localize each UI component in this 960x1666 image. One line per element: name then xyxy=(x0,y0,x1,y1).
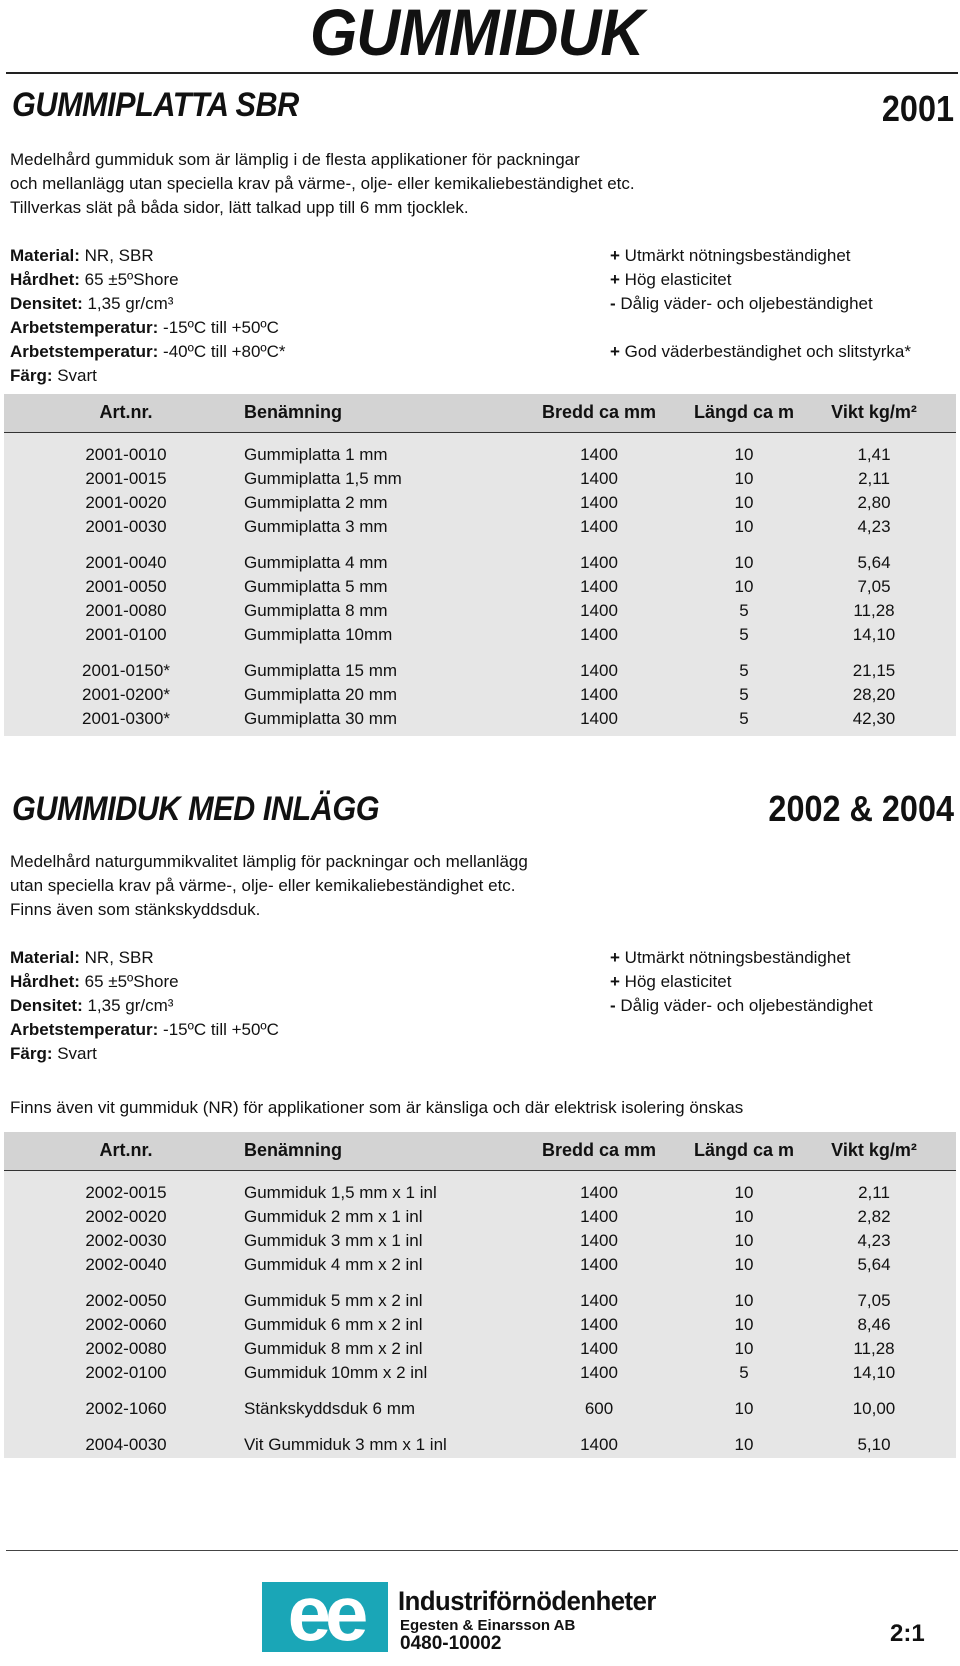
col-width-cell: 1400 xyxy=(580,445,618,464)
col-article-number-header: Art.nr. xyxy=(99,402,153,422)
col-article-number-cell: 2001-0200* xyxy=(82,685,170,704)
table-row xyxy=(4,1181,956,1205)
spec-label: Densitet: xyxy=(10,294,83,313)
col-length-cell: 10 xyxy=(734,1315,754,1334)
col-name-cell: Gummiduk 10mm x 2 inl xyxy=(244,1363,428,1382)
col-weight-cell: 7,05 xyxy=(857,1291,891,1310)
col-length-cell: 10 xyxy=(734,1207,754,1226)
property-item xyxy=(610,970,873,994)
page-number: 2:1 xyxy=(890,1620,925,1647)
col-length-cell: 5 xyxy=(739,709,749,728)
col-article-number-cell: 2002-0040 xyxy=(85,1255,167,1274)
table-row xyxy=(4,1205,956,1229)
spec-value: Svart xyxy=(52,1044,97,1063)
section-1-description xyxy=(10,148,635,220)
col-article-number-cell: 2001-0150* xyxy=(82,661,170,680)
table-header xyxy=(4,394,956,433)
col-weight-cell: 2,80 xyxy=(857,493,891,512)
col-article-number-cell: 2001-0020 xyxy=(85,493,167,512)
property-text: God väderbeständighet och slitstyrka* xyxy=(619,342,911,361)
col-name-cell: Gummiplatta 10mm xyxy=(244,625,393,644)
company-name: Industriförnödenheter xyxy=(398,1586,656,1616)
col-name-cell: Gummiduk 4 mm x 2 inl xyxy=(244,1255,423,1274)
col-width-cell: 1400 xyxy=(580,1231,618,1250)
col-width-cell: 1400 xyxy=(580,1255,618,1274)
white-rubber-note: Finns även vit gummiduk (NR) för applikationer som är känsliga och där elektrisk isolering önskas xyxy=(10,1098,744,1117)
col-length-cell: 10 xyxy=(734,577,754,596)
col-name-cell: Gummiplatta 20 mm xyxy=(244,685,398,704)
property-text: Hög elasticitet xyxy=(619,972,732,991)
table-spacer xyxy=(4,433,956,443)
spec-label: Densitet: xyxy=(10,996,83,1015)
col-article-number-cell: 2001-0040 xyxy=(85,553,167,572)
spec-label: Hårdhet: xyxy=(10,972,80,991)
col-length-cell: 10 xyxy=(734,1339,754,1358)
col-name-cell: Gummiplatta 1 mm xyxy=(244,445,388,464)
spec-label: Färg: xyxy=(10,1044,53,1063)
spec-hardness xyxy=(10,970,279,994)
col-weight-cell: 14,10 xyxy=(852,1363,896,1382)
description-line: Medelhård naturgummikvalitet lämplig för packningar och mellanlägg xyxy=(10,852,528,871)
col-name-cell: Gummiduk 2 mm x 1 inl xyxy=(244,1207,423,1226)
col-width-cell: 1400 xyxy=(580,1207,618,1226)
table-row xyxy=(4,491,956,515)
company-logo xyxy=(262,1582,388,1652)
property-sign: - xyxy=(610,294,616,313)
description-line: Finns även som stänkskyddsduk. xyxy=(10,900,261,919)
section-2-properties xyxy=(610,946,873,1018)
col-width-cell: 600 xyxy=(584,1399,614,1418)
col-width-cell: 1400 xyxy=(580,1291,618,1310)
col-width-cell: 1400 xyxy=(580,601,618,620)
col-article-number-cell: 2002-0060 xyxy=(85,1315,167,1334)
table-row xyxy=(4,575,956,599)
col-name-cell: Gummiduk 1,5 mm x 1 inl xyxy=(244,1183,437,1202)
section-2-table xyxy=(4,1132,956,1458)
spec-value: 65 ±5ºShore xyxy=(79,972,179,991)
col-length-cell: 10 xyxy=(734,517,754,536)
col-width-cell: 1400 xyxy=(580,709,618,728)
col-weight-cell: 2,11 xyxy=(858,1183,890,1202)
spec-density xyxy=(10,994,279,1018)
spec-value: NR, SBR xyxy=(79,948,154,967)
property-item xyxy=(610,946,873,970)
col-length-cell: 10 xyxy=(734,1291,754,1310)
col-article-number-cell: 2001-0080 xyxy=(85,601,167,620)
col-length-cell: 10 xyxy=(734,1435,754,1454)
spec-material xyxy=(10,946,279,970)
col-name-header: Benämning xyxy=(244,402,343,422)
section-1-properties xyxy=(610,244,911,364)
header-divider xyxy=(6,72,958,74)
property-item xyxy=(610,292,911,316)
spec-hardness xyxy=(10,268,286,292)
table-row xyxy=(4,623,956,647)
col-name-cell: Gummiduk 8 mm x 2 inl xyxy=(244,1339,423,1358)
col-width-header: Bredd ca mm xyxy=(541,402,657,422)
col-width-cell: 1400 xyxy=(580,1339,618,1358)
col-name-header: Benämning xyxy=(244,1140,343,1160)
col-length-cell: 10 xyxy=(734,553,754,572)
col-weight-cell: 10,00 xyxy=(852,1399,896,1418)
property-text: Dålig väder- och oljebeständighet xyxy=(615,996,873,1015)
section-1-specs xyxy=(10,244,286,388)
table-row xyxy=(4,1397,956,1421)
section-1-code: 2001 xyxy=(881,88,954,129)
col-width-cell: 1400 xyxy=(580,517,618,536)
spec-label: Färg: xyxy=(10,366,53,385)
spec-label: Arbetstemperatur: xyxy=(10,318,159,337)
section-1-title: GUMMIPLATTA SBR xyxy=(12,86,299,124)
spec-label: Arbetstemperatur: xyxy=(10,342,159,361)
col-article-number-cell: 2002-0050 xyxy=(85,1291,167,1310)
section-1-table xyxy=(4,394,956,736)
col-weight-cell: 21,15 xyxy=(852,661,896,680)
col-article-number-cell: 2002-0020 xyxy=(85,1207,167,1226)
col-length-cell: 10 xyxy=(734,1255,754,1274)
col-length-cell: 5 xyxy=(739,685,749,704)
footer-divider xyxy=(6,1550,958,1551)
col-name-cell: Gummiplatta 30 mm xyxy=(244,709,398,728)
col-article-number-header: Art.nr. xyxy=(99,1140,153,1160)
table-group-gap xyxy=(4,1385,956,1397)
table-row xyxy=(4,659,956,683)
col-length-cell: 10 xyxy=(734,1183,754,1202)
spec-label: Material: xyxy=(10,246,80,265)
spec-value: Svart xyxy=(52,366,97,385)
spec-temperature-alt xyxy=(10,340,286,364)
property-item xyxy=(610,244,911,268)
table-group-gap xyxy=(4,539,956,551)
col-weight-header: Vikt kg/m² xyxy=(831,1140,917,1160)
col-name-cell: Gummiplatta 1,5 mm xyxy=(244,469,402,488)
col-width-cell: 1400 xyxy=(580,1363,618,1382)
property-sign: + xyxy=(610,270,620,289)
col-article-number-cell: 2002-1060 xyxy=(85,1399,167,1418)
section-2-description xyxy=(10,850,528,922)
table-row xyxy=(4,707,956,731)
col-article-number-cell: 2001-0015 xyxy=(85,469,167,488)
col-width-cell: 1400 xyxy=(580,469,618,488)
property-sign: + xyxy=(610,972,620,991)
col-width-cell: 1400 xyxy=(580,553,618,572)
col-length-cell: 10 xyxy=(734,493,754,512)
col-length-cell: 10 xyxy=(734,1231,754,1250)
col-width-cell: 1400 xyxy=(580,625,618,644)
col-name-cell: Gummiplatta 15 mm xyxy=(244,661,398,680)
col-length-header: Längd ca m xyxy=(693,402,795,422)
property-text: Dålig väder- och oljebeständighet xyxy=(615,294,873,313)
col-length-cell: 10 xyxy=(734,469,754,488)
col-length-cell: 5 xyxy=(739,661,749,680)
property-text: Hög elasticitet xyxy=(619,270,732,289)
page-title: GUMMIDUK xyxy=(310,0,644,69)
col-width-cell: 1400 xyxy=(580,493,618,512)
spec-density xyxy=(10,292,286,316)
description-line: och mellanlägg utan speciella krav på värme-, olje- eller kemikaliebeständighet etc. xyxy=(10,174,635,193)
table-spacer xyxy=(4,1171,956,1181)
property-sign: + xyxy=(610,246,620,265)
description-line: utan speciella krav på värme-, olje- eller kemikaliebeständighet etc. xyxy=(10,876,516,895)
spec-value: 1,35 gr/cm³ xyxy=(82,294,174,313)
col-length-cell: 5 xyxy=(739,1363,749,1382)
col-weight-cell: 5,10 xyxy=(857,1435,891,1454)
col-weight-cell: 5,64 xyxy=(857,1255,891,1274)
spec-label: Hårdhet: xyxy=(10,270,80,289)
table-row xyxy=(4,551,956,575)
col-name-cell: Gummiduk 5 mm x 2 inl xyxy=(244,1291,423,1310)
col-article-number-cell: 2001-0010 xyxy=(85,445,167,464)
property-item xyxy=(610,994,873,1018)
col-name-cell: Gummiduk 6 mm x 2 inl xyxy=(244,1315,423,1334)
spec-value: -15ºC till +50ºC xyxy=(158,318,279,337)
col-length-cell: 5 xyxy=(739,625,749,644)
col-weight-cell: 28,20 xyxy=(852,685,896,704)
spec-material xyxy=(10,244,286,268)
col-name-cell: Gummiplatta 3 mm xyxy=(244,517,388,536)
spec-label: Material: xyxy=(10,948,80,967)
spec-value: -15ºC till +50ºC xyxy=(158,1020,279,1039)
spec-color xyxy=(10,1042,279,1066)
col-weight-cell: 11,28 xyxy=(853,601,895,620)
spec-value: 65 ±5ºShore xyxy=(79,270,179,289)
col-weight-cell: 7,05 xyxy=(857,577,891,596)
table-row xyxy=(4,515,956,539)
col-width-cell: 1400 xyxy=(580,661,618,680)
col-weight-header: Vikt kg/m² xyxy=(831,402,917,422)
col-name-cell: Stänkskyddsduk 6 mm xyxy=(244,1399,416,1418)
table-row xyxy=(4,443,956,467)
section-2-title: GUMMIDUK MED INLÄGG xyxy=(12,790,380,828)
property-text: Utmärkt nötningsbeständighet xyxy=(619,246,851,265)
col-length-cell: 10 xyxy=(734,1399,754,1418)
table-row xyxy=(4,1433,956,1457)
col-length-cell: 5 xyxy=(739,601,749,620)
col-article-number-cell: 2004-0030 xyxy=(85,1435,167,1454)
col-length-cell: 10 xyxy=(734,445,754,464)
col-weight-cell: 4,23 xyxy=(857,1231,891,1250)
table-row xyxy=(4,1229,956,1253)
table-row xyxy=(4,1361,956,1385)
col-weight-cell: 14,10 xyxy=(852,625,896,644)
col-width-cell: 1400 xyxy=(580,577,618,596)
property-text: Utmärkt nötningsbeständighet xyxy=(619,948,851,967)
col-weight-cell: 11,28 xyxy=(853,1339,895,1358)
description-line: Medelhård gummiduk som är lämplig i de flesta applikationer för packningar xyxy=(10,150,580,169)
col-article-number-cell: 2001-0300* xyxy=(82,709,170,728)
col-article-number-cell: 2002-0030 xyxy=(85,1231,167,1250)
col-article-number-cell: 2002-0100 xyxy=(85,1363,167,1382)
spec-temperature xyxy=(10,316,286,340)
property-spacer xyxy=(610,316,911,340)
table-row xyxy=(4,1313,956,1337)
spec-value: NR, SBR xyxy=(79,246,154,265)
col-name-cell: Gummiplatta 8 mm xyxy=(244,601,388,620)
property-item xyxy=(610,268,911,292)
col-weight-cell: 1,41 xyxy=(857,445,891,464)
col-name-cell: Gummiplatta 5 mm xyxy=(244,577,388,596)
property-sign: - xyxy=(610,996,616,1015)
col-width-cell: 1400 xyxy=(580,685,618,704)
col-width-cell: 1400 xyxy=(580,1315,618,1334)
col-name-cell: Vit Gummiduk 3 mm x 1 inl xyxy=(244,1435,447,1454)
col-weight-cell: 5,64 xyxy=(857,553,891,572)
spec-temperature xyxy=(10,1018,279,1042)
company-subtitle: Egesten & Einarsson AB xyxy=(400,1617,576,1634)
company-phone: 0480-10002 xyxy=(400,1633,502,1654)
col-article-number-cell: 2002-0080 xyxy=(85,1339,167,1358)
table-row xyxy=(4,1253,956,1277)
table-group-gap xyxy=(4,647,956,659)
spec-value: -40ºC till +80ºC* xyxy=(158,342,286,361)
property-sign: + xyxy=(610,342,620,361)
table-header xyxy=(4,1132,956,1171)
col-weight-cell: 4,23 xyxy=(857,517,891,536)
spec-color xyxy=(10,364,286,388)
col-article-number-cell: 2001-0100 xyxy=(85,625,167,644)
spec-label: Arbetstemperatur: xyxy=(10,1020,159,1039)
table-row xyxy=(4,683,956,707)
col-width-cell: 1400 xyxy=(580,1183,618,1202)
table-row xyxy=(4,599,956,623)
col-weight-cell: 2,82 xyxy=(857,1207,891,1226)
section-2-specs xyxy=(10,946,279,1066)
col-weight-cell: 8,46 xyxy=(857,1315,891,1334)
col-length-header: Längd ca m xyxy=(693,1140,795,1160)
col-article-number-cell: 2001-0030 xyxy=(85,517,167,536)
col-article-number-cell: 2001-0050 xyxy=(85,577,167,596)
section-2-code: 2002 & 2004 xyxy=(768,788,954,829)
col-width-cell: 1400 xyxy=(580,1435,618,1454)
description-line: Tillverkas slät på båda sidor, lätt talkad upp till 6 mm tjocklek. xyxy=(10,198,469,217)
col-weight-cell: 42,30 xyxy=(852,709,896,728)
property-item xyxy=(610,340,911,364)
table-row xyxy=(4,467,956,491)
spec-value: 1,35 gr/cm³ xyxy=(82,996,174,1015)
table-row xyxy=(4,1337,956,1361)
property-sign: + xyxy=(610,948,620,967)
col-name-cell: Gummiduk 3 mm x 1 inl xyxy=(244,1231,423,1250)
col-article-number-cell: 2002-0015 xyxy=(85,1183,167,1202)
col-width-header: Bredd ca mm xyxy=(541,1140,657,1160)
col-name-cell: Gummiplatta 4 mm xyxy=(244,553,388,572)
col-weight-cell: 2,11 xyxy=(858,469,890,488)
table-group-gap xyxy=(4,1277,956,1289)
col-name-cell: Gummiplatta 2 mm xyxy=(244,493,388,512)
logo-text: ee xyxy=(287,1582,363,1652)
table-group-gap xyxy=(4,1421,956,1433)
table-row xyxy=(4,1289,956,1313)
